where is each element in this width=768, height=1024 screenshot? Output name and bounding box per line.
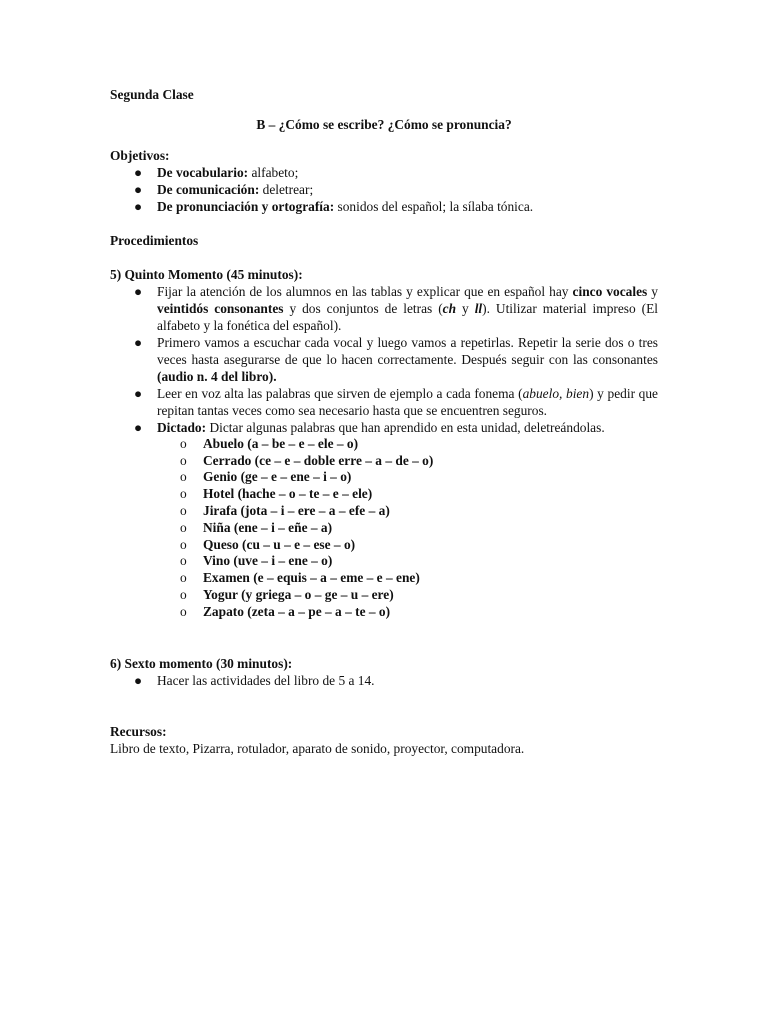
objective-text: alfabeto; [248, 164, 299, 180]
dictation-item [110, 587, 658, 604]
bullet-icon: ● [133, 181, 143, 197]
objectives-heading: Objetivos: [110, 147, 170, 163]
body-text: y dos conjuntos de letras ( [283, 300, 443, 316]
letter-set-ll: ll [474, 300, 483, 316]
dictation-word: Jirafa (jota – i – ere – a – efe – a) [203, 502, 390, 518]
list-item [110, 283, 658, 334]
list-item [110, 164, 658, 181]
objective-text: deletrear; [259, 181, 314, 197]
objective-label: De comunicación: [157, 181, 260, 197]
list-item [110, 181, 658, 198]
circle-bullet-icon: o [180, 586, 187, 602]
bullet-icon: ● [133, 164, 143, 180]
circle-bullet-icon: o [180, 519, 187, 535]
dictation-word: Niña (ene – i – eñe – a) [203, 519, 333, 535]
dictation-word: Abuelo (a – be – e – ele – o) [203, 435, 359, 451]
dictation-label: Dictado: [157, 419, 207, 435]
dictation-list [110, 436, 658, 621]
dictation-word: Queso (cu – u – e – ese – o) [203, 536, 356, 552]
letter-set-ch: ch [442, 300, 457, 316]
dictation-item [110, 469, 658, 486]
procedures-heading: Procedimientos [110, 232, 199, 248]
dictation-word: Zapato (zeta – a – pe – a – te – o) [203, 603, 391, 619]
dictation-item [110, 570, 658, 587]
dictation-item [110, 503, 658, 520]
moment6-heading: 6) Sexto momento (30 minutos): [110, 655, 293, 671]
italic-text: abuelo, bien [522, 385, 590, 401]
list-item [110, 419, 658, 436]
body-text: Fijar la atención de los alumnos en las tablas y explicar que en español hay [157, 283, 573, 299]
dictation-item [110, 553, 658, 570]
bold-text: veintidós consonantes [157, 300, 284, 316]
circle-bullet-icon: o [180, 553, 187, 569]
moment5-heading: 5) Quinto Momento (45 minutos): [110, 266, 303, 282]
circle-bullet-icon: o [180, 469, 187, 485]
resources-heading: Recursos: [110, 723, 167, 739]
class-label: Segunda Clase [110, 87, 194, 102]
objective-text: sonidos del español; la sílaba tónica. [334, 198, 534, 214]
dictation-word: Yogur (y griega – o – ge – u – ere) [203, 586, 394, 602]
dictation-word: Hotel (hache – o – te – e – ele) [203, 486, 373, 502]
body-text: ). Utilizar material impreso (El alfabeto y la fonética del español). [157, 300, 659, 333]
body-text: Hacer las actividades del libro de 5 a 14. [157, 672, 375, 688]
list-item [110, 385, 658, 419]
bullet-icon: ● [133, 385, 143, 401]
dictation-item [110, 486, 658, 503]
list-item [110, 198, 658, 215]
body-text: y [647, 283, 658, 299]
list-item [110, 334, 658, 385]
circle-bullet-icon: o [180, 603, 187, 619]
list-item [110, 672, 658, 689]
bullet-icon: ● [133, 283, 143, 299]
objectives-list [110, 164, 658, 215]
body-text: ) y pedir que repitan tantas veces como sea necesario hasta que se encuentren seguros. [157, 385, 659, 418]
body-text: Leer en voz alta las palabras que sirven de ejemplo a cada fonema ( [157, 385, 523, 401]
dictation-item [110, 453, 658, 470]
moment6-list [110, 672, 658, 689]
bold-text: (audio n. 4 del libro). [157, 368, 277, 384]
dictation-word: Cerrado (ce – e – doble erre – a – de – o) [203, 452, 434, 468]
circle-bullet-icon: o [180, 502, 187, 518]
dictation-item [110, 604, 658, 621]
circle-bullet-icon: o [180, 452, 187, 468]
circle-bullet-icon: o [180, 435, 187, 451]
moment5-list [110, 283, 658, 436]
bullet-icon: ● [133, 334, 143, 350]
body-text: Dictar algunas palabras que han aprendido en esta unidad, deletreándolas. [206, 419, 605, 435]
resources-text: Libro de texto, Pizarra, rotulador, aparato de sonido, proyector, computadora. [110, 740, 525, 756]
circle-bullet-icon: o [180, 570, 187, 586]
document-page [110, 86, 658, 757]
dictation-item [110, 520, 658, 537]
dictation-word: Examen (e – equis – a – eme – e – ene) [203, 570, 420, 586]
bold-text: cinco vocales [572, 283, 648, 299]
page-title: B – ¿Cómo se escribe? ¿Cómo se pronuncia? [256, 117, 512, 133]
dictation-item [110, 436, 658, 453]
body-text: Primero vamos a escuchar cada vocal y luego vamos a repetirlas. Repetir la serie dos o tres veces hasta asegurarse de que lo hacen correctamente. Después seguir con las consonantes [157, 334, 658, 367]
dictation-item [110, 537, 658, 554]
objective-label: De pronunciación y ortografía: [157, 198, 335, 214]
body-text: y [456, 300, 475, 316]
objective-label: De vocabulario: [157, 164, 249, 180]
circle-bullet-icon: o [180, 536, 187, 552]
dictation-word: Vino (uve – i – ene – o) [203, 553, 333, 569]
circle-bullet-icon: o [180, 486, 187, 502]
bullet-icon: ● [133, 672, 143, 688]
bullet-icon: ● [133, 198, 143, 214]
dictation-word: Genio (ge – e – ene – i – o) [203, 469, 352, 485]
bullet-icon: ● [133, 419, 143, 435]
